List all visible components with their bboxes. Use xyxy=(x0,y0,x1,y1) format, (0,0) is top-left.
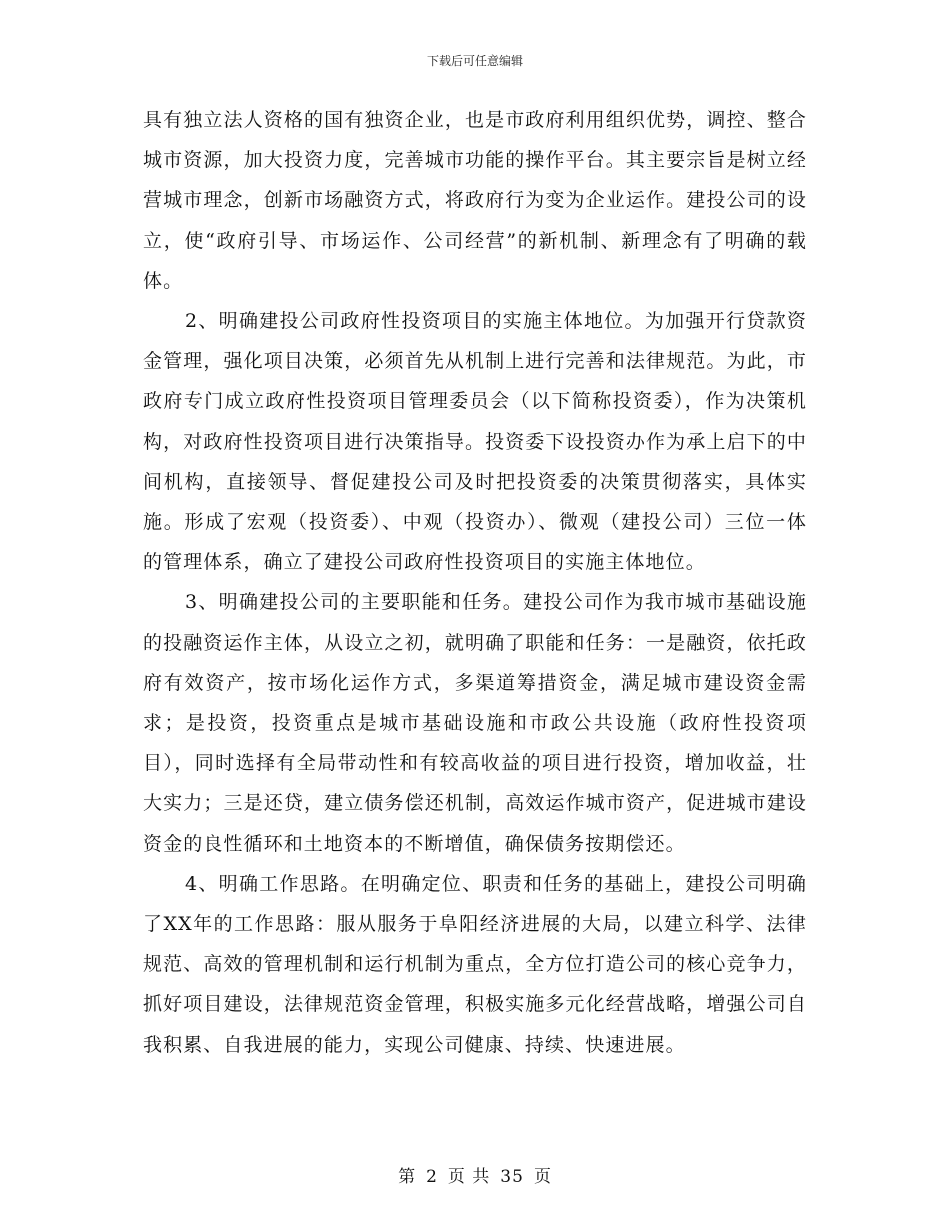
total-pages: 35 xyxy=(500,1167,524,1187)
header-text: 下载后可任意编辑 xyxy=(426,54,523,68)
page-number: 2 xyxy=(426,1167,438,1187)
paragraph-4: 4、明确工作思路。在明确定位、职责和任务的基础上，建投公司明确了XX年的工作思路：服从服务于阜阳经济进展的大局，以建立科学、法律规范、高效的管理机制和运行机制为重点，全方位打造公司的核心竞争力，抓好项目建设，法律规范资金管理，积极实施多元化经营战略，增强公司自我积累、自我进展的能力，实现公司健康、持续、快速进展。 xyxy=(143,872,807,1056)
footer-middle: 页 共 xyxy=(447,1167,491,1187)
page-footer xyxy=(0,1162,950,1187)
document-body xyxy=(143,100,807,1065)
paragraph-3: 3、明确建投公司的主要职能和任务。建投公司作为我市城市基础设施的投融资运作主体，从设立之初，就明确了职能和任务：一是融资，依托政府有效资产，按市场化运作方式，多渠道筹措资金，满足城市建设资金需求；是投资，投资重点是城市基础设施和市政公共设施（政府性投资项目），同时选择有全局带动性和有较高收益的项目进行投资，增加收益，壮大实力；三是还贷，建立债务偿还机制，高效运作城市资产，促进城市建设资金的良性循环和土地资本的不断增值，确保债务按期偿还。 xyxy=(143,591,807,855)
paragraph-1: 具有独立法人资格的国有独资企业，也是市政府利用组织优势，调控、整合城市资源，加大投资力度，完善城市功能的操作平台。其主要宗旨是树立经营城市理念，创新市场融资方式，将政府行为变为企业运作。建投公司的设立，使“政府引导、市场运作、公司经营”的新机制、新理念有了明确的载体。 xyxy=(143,109,807,292)
paragraph-2: 2、明确建投公司政府性投资项目的实施主体地位。为加强开行贷款资金管理，强化项目决策，必须首先从机制上进行完善和法律规范。为此，市政府专门成立政府性投资项目管理委员会（以下简称投资委），作为决策机构，对政府性投资项目进行决策指导。投资委下设投资办作为承上启下的中间机构，直接领导、督促建投公司及时把投资委的决策贯彻落实，具体实施。形成了宏观（投资委）、中观（投资办）、微观（建投公司）三位一体的管理体系，确立了建投公司政府性投资项目的实施主体地位。 xyxy=(143,310,807,574)
footer-suffix: 页 xyxy=(533,1167,552,1187)
page-header xyxy=(0,52,950,69)
footer-prefix: 第 xyxy=(398,1167,417,1187)
